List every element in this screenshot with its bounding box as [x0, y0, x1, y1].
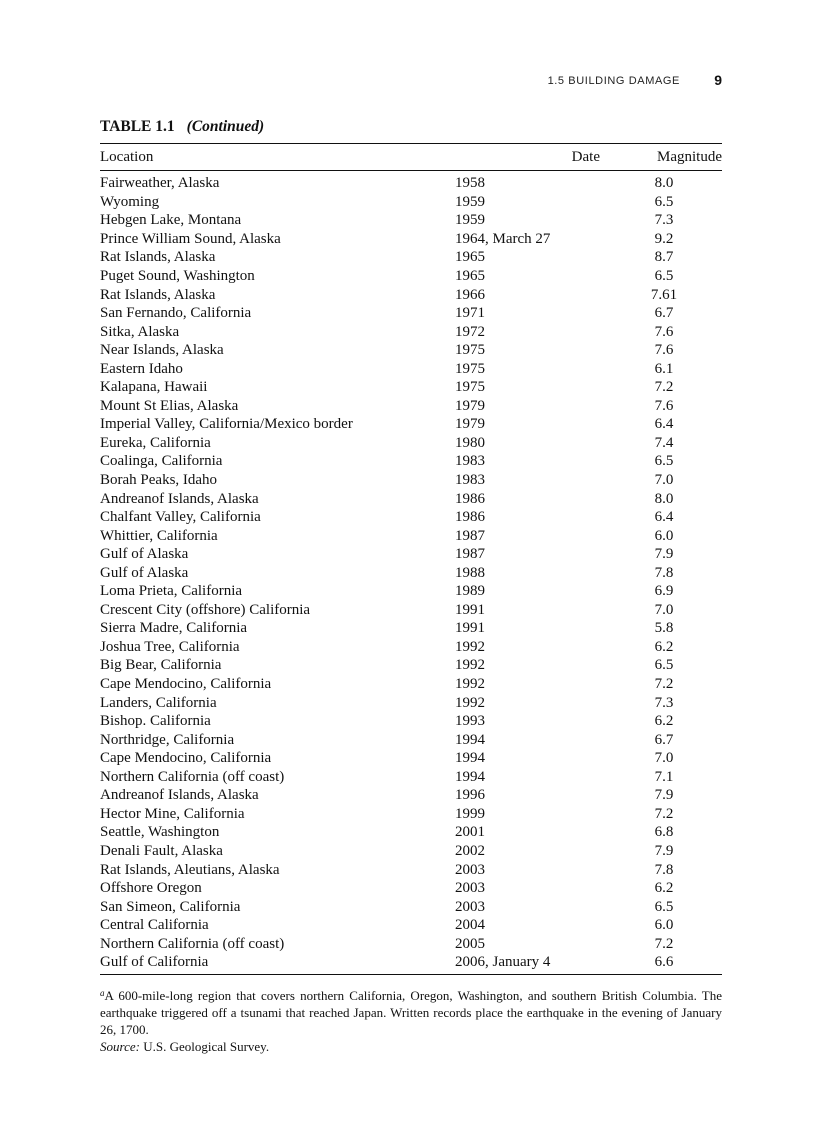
- table-row: [100, 452, 722, 471]
- table-row: [100, 638, 722, 657]
- cell-location: Borah Peaks, Idaho: [100, 472, 218, 489]
- table-row: [100, 619, 722, 638]
- cell-date: 1972: [455, 323, 485, 340]
- cell-magnitude: 9.2: [654, 230, 674, 247]
- cell-date: 1988: [455, 564, 485, 581]
- table-row: [100, 786, 722, 805]
- cell-date: 1959: [455, 212, 485, 229]
- table-row: [100, 378, 722, 397]
- cell-location: Big Bear, California: [100, 657, 222, 674]
- footnote-text: A 600-mile-long region that covers northern California, Oregon, Washington, and southern British Columbia. The earthquake triggered off a tsunami that reached Japan. Written records place the earthquake in the evening of January 26, 1700.: [100, 988, 722, 1037]
- table-row: [100, 341, 722, 360]
- table-row: [100, 897, 722, 916]
- table-row: [100, 582, 722, 601]
- table-continued: (Continued): [186, 118, 265, 135]
- cell-magnitude: 7.0: [654, 601, 674, 618]
- table-row: [100, 545, 722, 564]
- source-label: Source:: [100, 1039, 140, 1054]
- table-row: [100, 322, 722, 341]
- cell-location: Sierra Madre, California: [100, 620, 248, 637]
- cell-magnitude: 7.1: [654, 768, 674, 785]
- cell-location: Eastern Idaho: [100, 360, 183, 377]
- cell-date: 1989: [455, 583, 485, 600]
- table-row: [100, 230, 722, 249]
- cell-location: Gulf of Alaska: [100, 564, 189, 581]
- table-row: [100, 174, 722, 193]
- cell-date: 1994: [455, 768, 485, 785]
- cell-magnitude: 7.2: [654, 676, 674, 693]
- cell-date: 1987: [455, 546, 485, 563]
- table-row: [100, 823, 722, 842]
- cell-date: 1975: [455, 342, 485, 359]
- cell-date: 1983: [455, 453, 485, 470]
- table-row: [100, 860, 722, 879]
- cell-magnitude: 7.8: [654, 861, 674, 878]
- cell-date: 1991: [455, 620, 485, 637]
- header-magnitude: Magnitude: [657, 148, 722, 165]
- cell-magnitude: 7.61: [650, 286, 678, 303]
- cell-date: 1992: [455, 638, 485, 655]
- cell-location: Northern California (off coast): [100, 768, 285, 785]
- cell-date: 1965: [455, 249, 485, 266]
- cell-magnitude: 6.2: [654, 880, 674, 897]
- cell-date: 1975: [455, 360, 485, 377]
- table-row: [100, 601, 722, 620]
- cell-date: 1992: [455, 694, 485, 711]
- cell-date: 2002: [455, 842, 485, 859]
- table-footnote: [100, 985, 722, 1055]
- cell-magnitude: 7.3: [654, 694, 674, 711]
- cell-location: Central California: [100, 917, 209, 934]
- cell-location: Mount St Elias, Alaska: [100, 397, 239, 414]
- cell-magnitude: 7.0: [654, 750, 674, 767]
- table-row: [100, 563, 722, 582]
- cell-date: 1980: [455, 434, 485, 451]
- cell-date: 1987: [455, 527, 485, 544]
- table-row: [100, 730, 722, 749]
- cell-location: Puget Sound, Washington: [100, 268, 255, 284]
- cell-magnitude: 6.9: [654, 583, 674, 600]
- cell-date: 2003: [455, 880, 485, 897]
- table-row: [100, 359, 722, 378]
- cell-magnitude: 8.7: [654, 249, 674, 266]
- table-row: [100, 526, 722, 545]
- cell-magnitude: 6.5: [654, 453, 674, 470]
- cell-date: 1971: [455, 305, 485, 322]
- cell-magnitude: 7.8: [654, 564, 674, 581]
- cell-magnitude: 5.8: [654, 620, 674, 637]
- table-row: [100, 304, 722, 323]
- cell-magnitude: 8.0: [654, 490, 674, 507]
- cell-magnitude: 6.0: [654, 527, 674, 544]
- cell-date: 1994: [455, 750, 485, 767]
- cell-magnitude: 7.9: [654, 546, 674, 563]
- cell-date: 1983: [455, 472, 485, 489]
- cell-location: Cape Mendocino, California: [100, 750, 272, 767]
- table-row: [100, 934, 722, 953]
- cell-magnitude: 8.0: [654, 175, 674, 192]
- table-row: [100, 805, 722, 824]
- cell-date: 2003: [455, 861, 485, 878]
- cell-magnitude: 7.0: [654, 472, 674, 489]
- table-row: [100, 953, 722, 972]
- cell-magnitude: 7.2: [654, 379, 674, 396]
- footnote-text-block: [100, 985, 722, 1038]
- cell-location: Landers, California: [100, 694, 217, 711]
- table-row: [100, 693, 722, 712]
- table-row: [100, 842, 722, 861]
- cell-location: Gulf of California: [100, 954, 209, 971]
- cell-location: Andreanof Islands, Alaska: [100, 490, 259, 507]
- cell-location: Hebgen Lake, Montana: [100, 212, 242, 229]
- cell-location: Chalfant Valley, California: [100, 509, 261, 526]
- page-number: 9: [714, 72, 722, 88]
- cell-magnitude: 6.5: [654, 898, 674, 915]
- cell-magnitude: 7.2: [654, 805, 674, 822]
- cell-location: San Simeon, California: [100, 898, 241, 915]
- cell-location: Rat Islands, Aleutians, Alaska: [100, 861, 280, 878]
- header-location: Location: [100, 148, 154, 165]
- cell-magnitude: 6.4: [654, 509, 674, 526]
- cell-magnitude: 6.2: [654, 638, 674, 655]
- table-row: [100, 508, 722, 527]
- cell-date: 1959: [455, 193, 485, 210]
- table-row: [100, 285, 722, 304]
- cell-date: 1975: [455, 379, 485, 396]
- cell-date: 1986: [455, 509, 485, 526]
- cell-location: Offshore Oregon: [100, 880, 202, 897]
- earthquake-table: [100, 143, 722, 975]
- cell-magnitude: 7.3: [654, 212, 674, 229]
- cell-location: Imperial Valley, California/Mexico border: [100, 416, 353, 433]
- cell-magnitude: 6.2: [654, 713, 674, 730]
- table-header-row: [100, 144, 722, 170]
- cell-magnitude: 6.1: [654, 360, 674, 377]
- cell-magnitude: 6.5: [654, 268, 674, 284]
- cell-date: 1979: [455, 416, 485, 433]
- table-row: [100, 916, 722, 935]
- footnote-marker: a: [100, 988, 105, 998]
- cell-date: 1991: [455, 601, 485, 618]
- table-row: [100, 879, 722, 898]
- cell-magnitude: 6.4: [654, 416, 674, 433]
- cell-location: San Fernando, California: [100, 305, 252, 322]
- table-row: [100, 489, 722, 508]
- cell-date: 1965: [455, 268, 485, 284]
- cell-magnitude: 7.4: [654, 434, 674, 451]
- cell-magnitude: 6.7: [654, 305, 674, 322]
- cell-location: Near Islands, Alaska: [100, 342, 224, 359]
- table-label: TABLE 1.1: [100, 118, 175, 135]
- cell-location: Hector Mine, California: [100, 805, 245, 822]
- table-row: [100, 434, 722, 453]
- cell-date: 1992: [455, 657, 485, 674]
- cell-date: 1994: [455, 731, 485, 748]
- cell-date: 1979: [455, 397, 485, 414]
- cell-location: Rat Islands, Alaska: [100, 286, 216, 303]
- table-row: [100, 712, 722, 731]
- table-row: [100, 397, 722, 416]
- source-text: U.S. Geological Survey.: [139, 1039, 270, 1054]
- cell-magnitude: 7.6: [654, 342, 674, 359]
- cell-location: Bishop. California: [100, 713, 211, 730]
- cell-magnitude: 6.7: [654, 731, 674, 748]
- cell-date: 2006, January 4: [455, 954, 551, 971]
- table-body: [100, 171, 722, 974]
- table-row: [100, 248, 722, 267]
- cell-location: Rat Islands, Alaska: [100, 249, 216, 266]
- cell-location: Seattle, Washington: [100, 824, 220, 841]
- cell-location: Crescent City (offshore) California: [100, 601, 311, 618]
- cell-date: 1992: [455, 676, 485, 693]
- header-date: Date: [571, 148, 600, 165]
- cell-location: Whittier, California: [100, 527, 218, 544]
- cell-date: 1964, March 27: [455, 230, 551, 247]
- table-row: [100, 675, 722, 694]
- table-bottom-rule: [100, 974, 722, 975]
- cell-magnitude: 7.9: [654, 842, 674, 859]
- cell-magnitude: 6.6: [654, 954, 674, 971]
- cell-location: Denali Fault, Alaska: [100, 842, 223, 859]
- cell-magnitude: 6.5: [654, 193, 674, 210]
- table-source: [100, 1038, 722, 1055]
- cell-location: Sitka, Alaska: [100, 323, 180, 340]
- table-row: [100, 211, 722, 230]
- cell-date: 2001: [455, 824, 485, 841]
- cell-magnitude: 7.9: [654, 787, 674, 804]
- table-row: [100, 768, 722, 787]
- cell-location: Eureka, California: [100, 434, 211, 451]
- section-title: 1.5 BUILDING DAMAGE: [547, 75, 680, 87]
- cell-location: Cape Mendocino, California: [100, 676, 272, 693]
- cell-location: Kalapana, Hawaii: [100, 379, 208, 396]
- cell-date: 1966: [455, 286, 485, 303]
- cell-date: 1986: [455, 490, 485, 507]
- cell-location: Northern California (off coast): [100, 935, 285, 952]
- cell-date: 1993: [455, 713, 485, 730]
- table-row: [100, 267, 722, 286]
- cell-magnitude: 6.8: [654, 824, 674, 841]
- table-row: [100, 749, 722, 768]
- cell-location: Coalinga, California: [100, 453, 223, 470]
- table-row: [100, 415, 722, 434]
- cell-location: Fairweather, Alaska: [100, 175, 220, 192]
- cell-date: 1958: [455, 175, 485, 192]
- cell-date: 2003: [455, 898, 485, 915]
- cell-location: Loma Prieta, California: [100, 583, 243, 600]
- cell-location: Gulf of Alaska: [100, 546, 189, 563]
- table-row: [100, 656, 722, 675]
- cell-magnitude: 7.6: [654, 323, 674, 340]
- cell-magnitude: 6.5: [654, 657, 674, 674]
- table-row: [100, 471, 722, 490]
- cell-location: Northridge, California: [100, 731, 235, 748]
- cell-date: 2004: [455, 917, 485, 934]
- cell-date: 1999: [455, 805, 485, 822]
- cell-magnitude: 7.6: [654, 397, 674, 414]
- cell-date: 2005: [455, 935, 485, 952]
- table-caption: [100, 118, 264, 136]
- cell-magnitude: 7.2: [654, 935, 674, 952]
- cell-location: Wyoming: [100, 193, 160, 210]
- cell-location: Joshua Tree, California: [100, 638, 240, 655]
- cell-magnitude: 6.0: [654, 917, 674, 934]
- cell-location: Prince William Sound, Alaska: [100, 230, 281, 247]
- table-row: [100, 193, 722, 212]
- running-head: [100, 74, 722, 94]
- cell-date: 1996: [455, 787, 485, 804]
- cell-location: Andreanof Islands, Alaska: [100, 787, 259, 804]
